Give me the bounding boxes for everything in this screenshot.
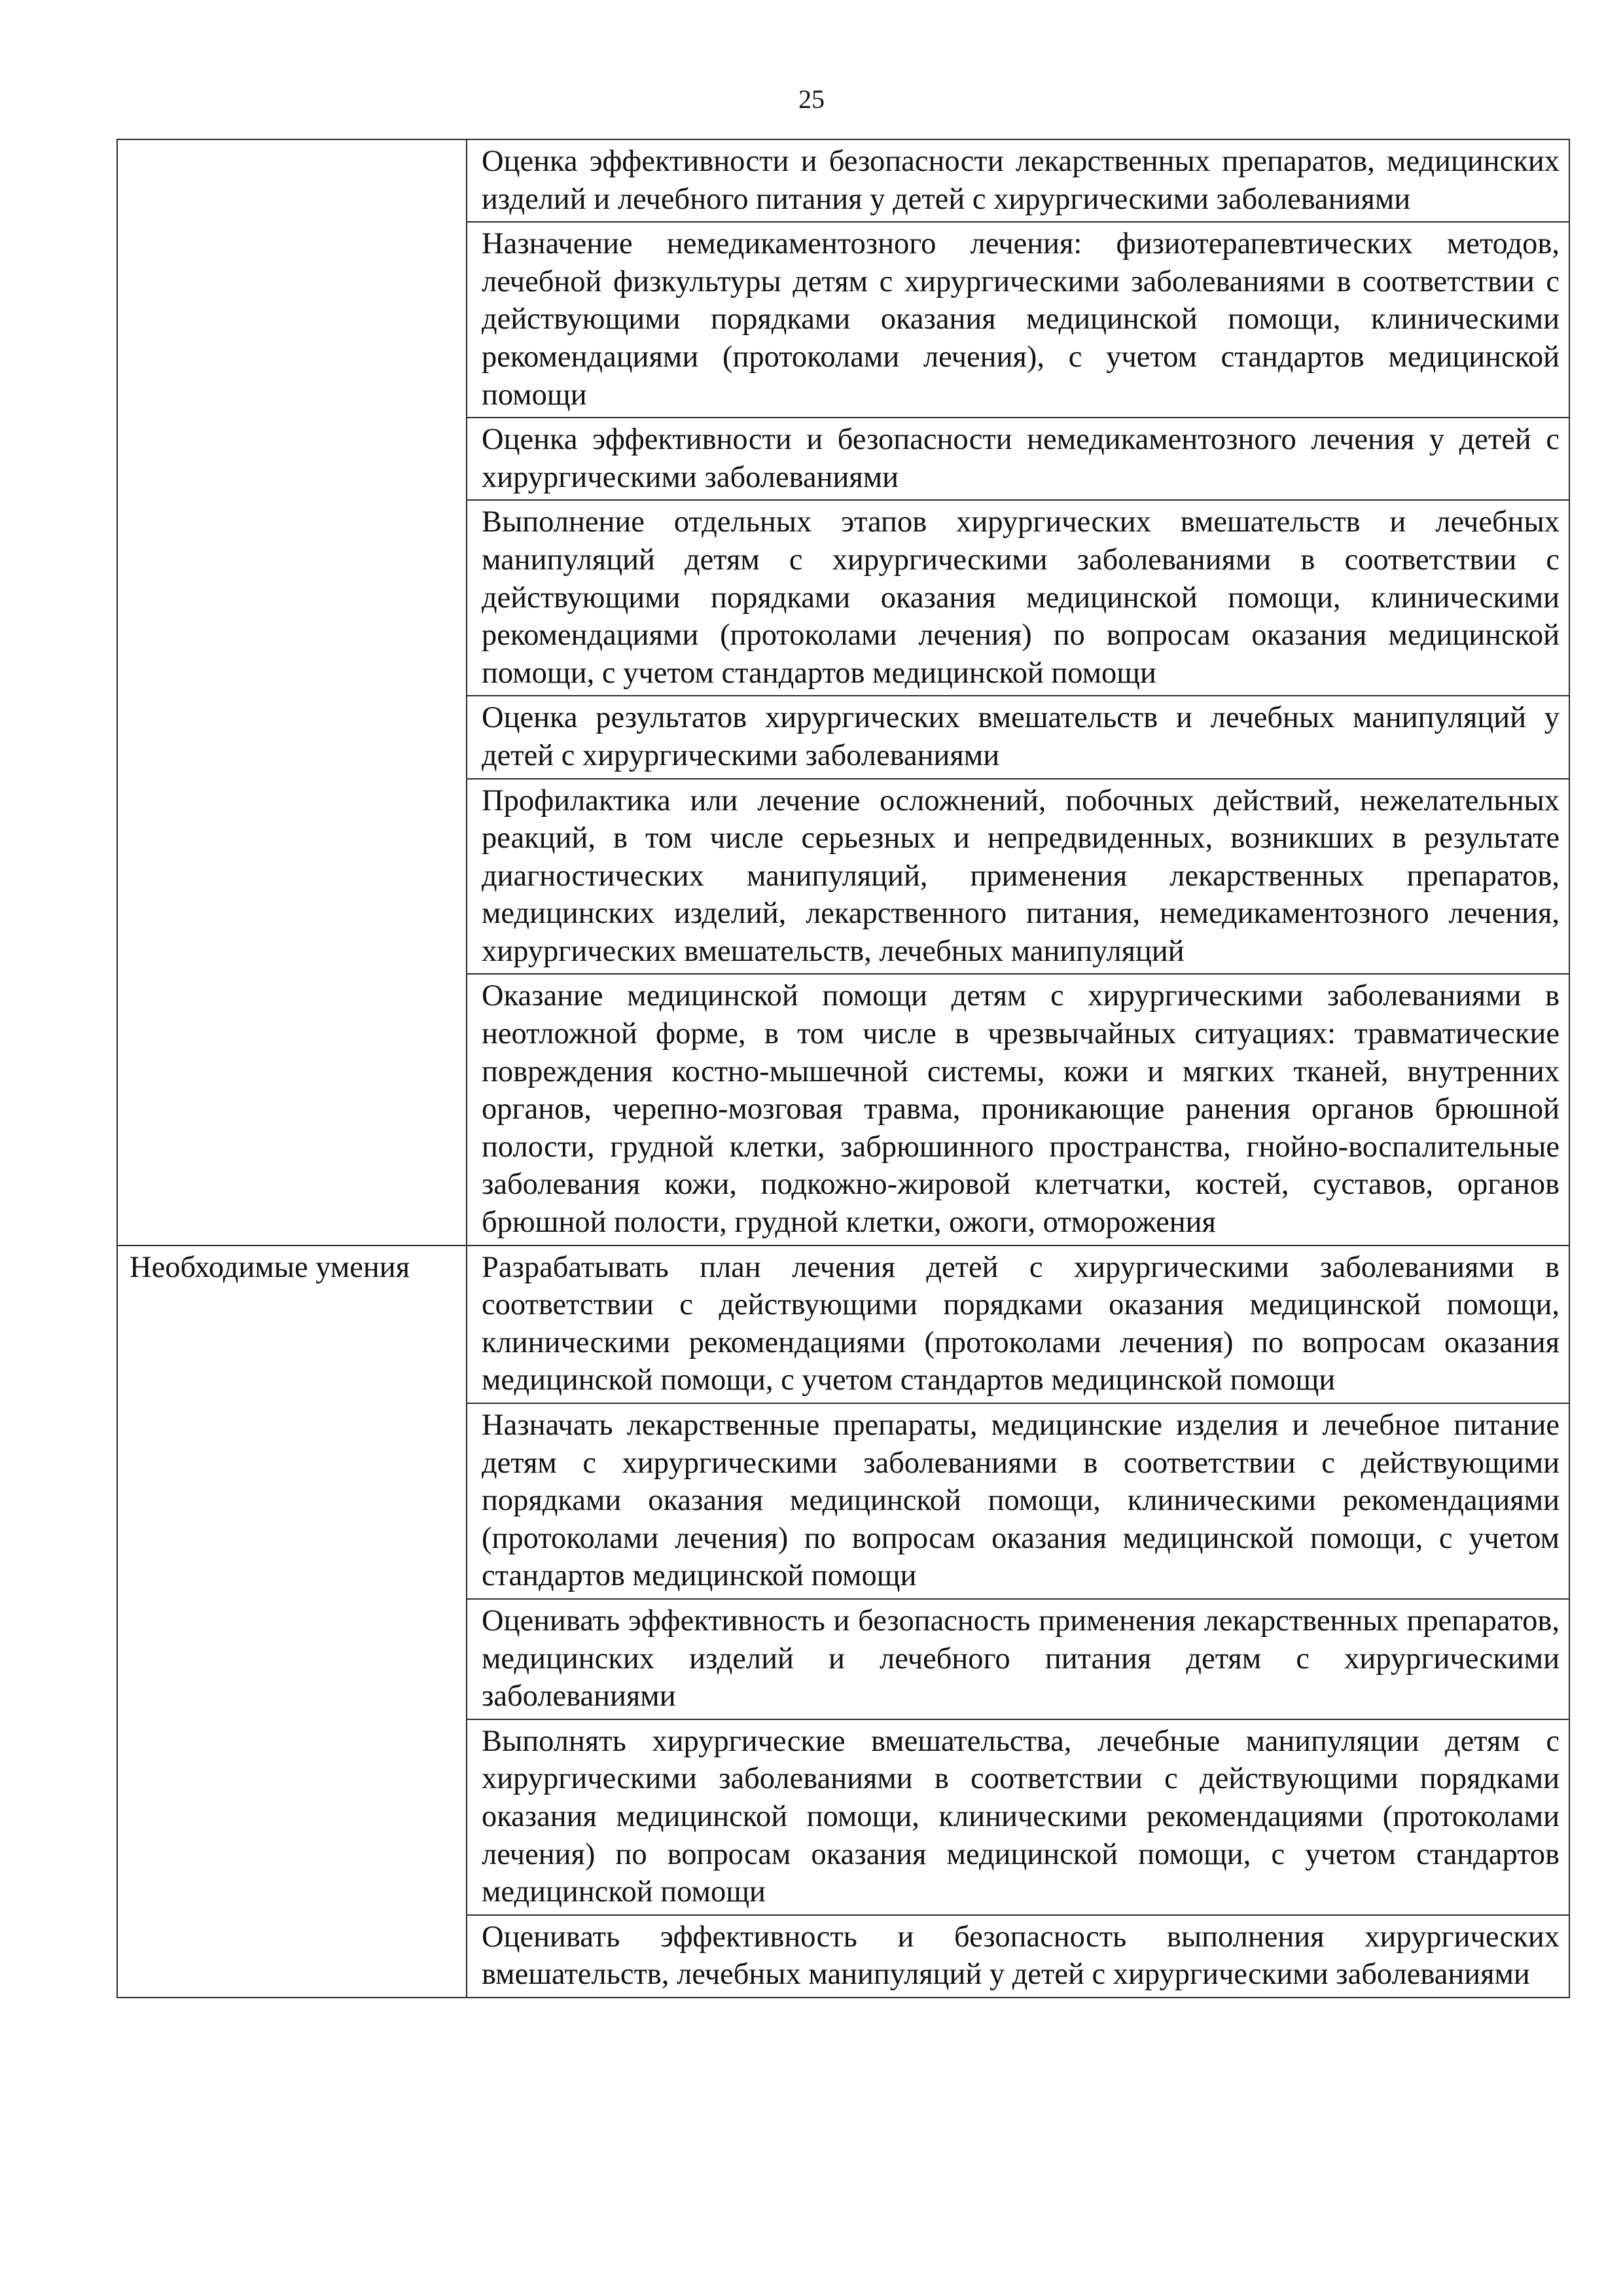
skill-cell: Назначать лекарственные препараты, медицинские изделия и лечебное питание детям с хирургическими заболеваниями в соответствии с действующими порядками оказания медицинской помощи, клиническими рекомендациями (протоколами лечения) по вопросам оказания медицинской помощи, с учетом стандартов медицинской помощи bbox=[467, 1403, 1569, 1599]
labor-action-cell: Оценка эффективности и безопасности немедикаментозного лечения у детей с хирургическими заболеваниями bbox=[467, 418, 1569, 500]
competency-table bbox=[116, 139, 1570, 1998]
labor-action-cell: Оценка результатов хирургических вмешательств и лечебных манипуляций у детей с хирургическими заболеваниями bbox=[467, 696, 1569, 778]
table-row bbox=[117, 139, 1569, 222]
table-row bbox=[117, 1246, 1569, 1403]
labor-action-cell: Профилактика или лечение осложнений, побочных действий, нежелательных реакций, в том числе серьезных и непредвиденных, возникших в результате диагностических манипуляций, применения лекарственных препаратов, медицинских изделий, лекарственного питания, немедикаментозного лечения, хирургических вмешательств, лечебных манипуляций bbox=[467, 779, 1569, 975]
labor-action-cell: Оценка эффективности и безопасности лекарственных препаратов, медицинских изделий и лечебного питания у детей с хирургическими заболеваниями bbox=[467, 139, 1569, 222]
labor-action-cell: Выполнение отдельных этапов хирургических вмешательств и лечебных манипуляций детям с хирургическими заболеваниями в соответствии с действующими порядками оказания медицинской помощи, клиническими рекомендациями (протоколами лечения) по вопросам оказания медицинской помощи, с учетом стандартов медицинской помощи bbox=[467, 500, 1569, 696]
skill-cell: Оценивать эффективность и безопасность применения лекарственных препаратов, медицинских изделий и лечебного питания детям с хирургическими заболеваниями bbox=[467, 1599, 1569, 1719]
skill-cell: Оценивать эффективность и безопасность выполнения хирургических вмешательств, лечебных манипуляций у детей с хирургическими заболеваниями bbox=[467, 1915, 1569, 1998]
page-number: 25 bbox=[798, 84, 825, 114]
labor-action-cell: Назначение немедикаментозного лечения: физиотерапевтических методов, лечебной физкультуры детям с хирургическими заболеваниями в соответствии с действующими порядками оказания медицинской помощи, клиническими рекомендациями (протоколами лечения), с учетом стандартов медицинской помощи bbox=[467, 222, 1569, 418]
continued-label-cell bbox=[117, 139, 467, 1246]
labor-action-cell: Оказание медицинской помощи детям с хирургическими заболеваниями в неотложной форме, в том числе в чрезвычайных ситуациях: травматические повреждения костно-мышечной системы, кожи и мягких тканей, внутренних органов, черепно-мозговая травма, проникающие ранения органов брюшной полости, грудной клетки, забрюшинного пространства, гнойно-воспалительные заболевания кожи, подкожно-жировой клетчатки, костей, суставов, органов брюшной полости, грудной клетки, ожоги, отморожения bbox=[467, 974, 1569, 1245]
skill-cell: Выполнять хирургические вмешательства, лечебные манипуляции детям с хирургическими заболеваниями в соответствии с действующими порядками оказания медицинской помощи, клиническими рекомендациями (протоколами лечения) по вопросам оказания медицинской помощи, с учетом стандартов медицинской помощи bbox=[467, 1719, 1569, 1915]
required-skills-label: Необходимые умения bbox=[117, 1246, 467, 1998]
skill-cell: Разрабатывать план лечения детей с хирургическими заболеваниями в соответствии с действующими порядками оказания медицинской помощи, клиническими рекомендациями (протоколами лечения) по вопросам оказания медицинской помощи, с учетом стандартов медицинской помощи bbox=[467, 1246, 1569, 1403]
